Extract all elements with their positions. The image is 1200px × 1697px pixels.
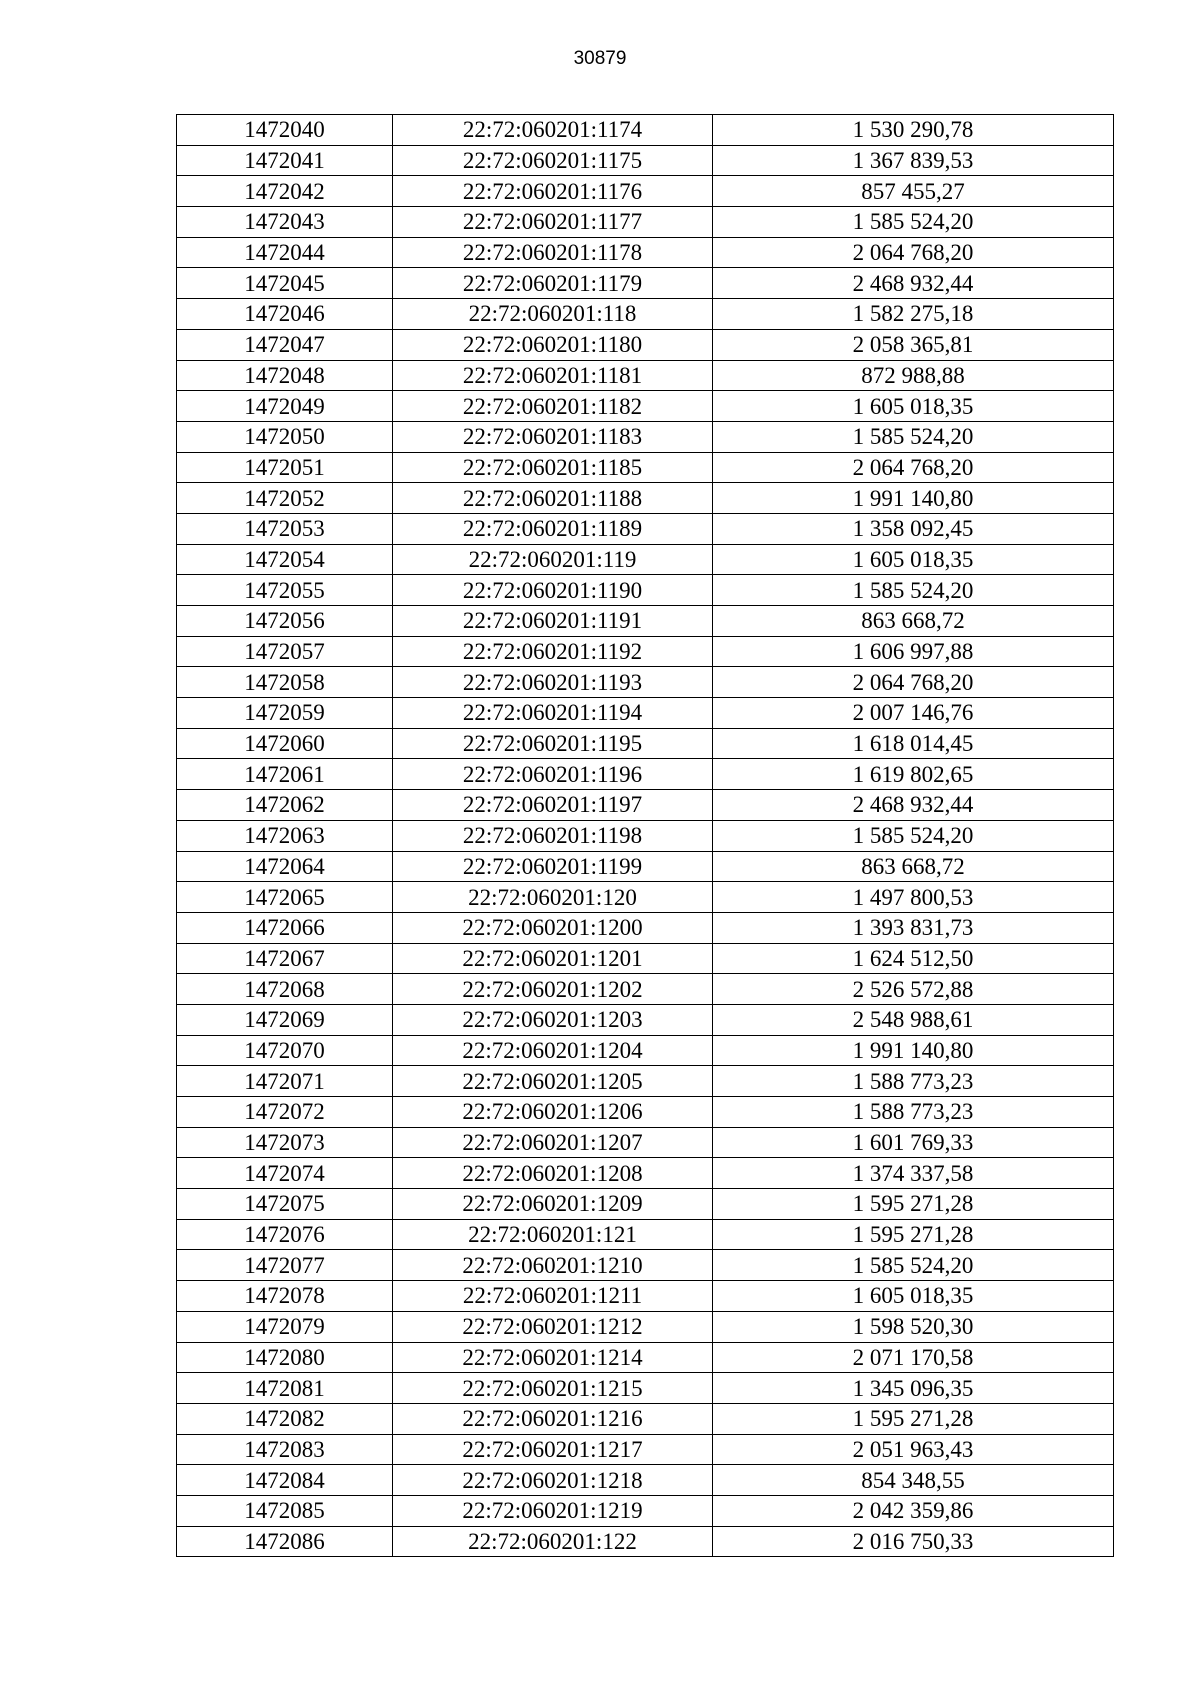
cadastral-value-cell: 2 071 170,58 xyxy=(713,1342,1114,1373)
table-row xyxy=(177,237,1114,268)
cadastral-number-cell: 22:72:060201:1174 xyxy=(393,115,713,146)
row-number-cell: 1472085 xyxy=(177,1495,393,1526)
cadastral-number-cell: 22:72:060201:1190 xyxy=(393,575,713,606)
table-row xyxy=(177,421,1114,452)
table-row xyxy=(177,1219,1114,1250)
table-row xyxy=(177,667,1114,698)
cadastral-number-cell: 22:72:060201:1203 xyxy=(393,1004,713,1035)
row-number-cell: 1472055 xyxy=(177,575,393,606)
row-number-cell: 1472070 xyxy=(177,1035,393,1066)
table-row xyxy=(177,176,1114,207)
row-number-cell: 1472081 xyxy=(177,1373,393,1404)
cadastral-value-cell: 1 618 014,45 xyxy=(713,728,1114,759)
table-row xyxy=(177,759,1114,790)
row-number-cell: 1472074 xyxy=(177,1158,393,1189)
row-number-cell: 1472065 xyxy=(177,882,393,913)
cadastral-number-cell: 22:72:060201:1189 xyxy=(393,513,713,544)
row-number-cell: 1472069 xyxy=(177,1004,393,1035)
cadastral-number-cell: 22:72:060201:1196 xyxy=(393,759,713,790)
row-number-cell: 1472042 xyxy=(177,176,393,207)
cadastral-number-cell: 22:72:060201:120 xyxy=(393,882,713,913)
table-row xyxy=(177,391,1114,422)
cadastral-value-cell: 1 619 802,65 xyxy=(713,759,1114,790)
cadastral-value-cell: 1 345 096,35 xyxy=(713,1373,1114,1404)
cadastral-value-cell: 2 548 988,61 xyxy=(713,1004,1114,1035)
table-row xyxy=(177,606,1114,637)
table-row xyxy=(177,728,1114,759)
cadastral-value-cell: 1 601 769,33 xyxy=(713,1127,1114,1158)
cadastral-value-cell: 1 530 290,78 xyxy=(713,115,1114,146)
row-number-cell: 1472072 xyxy=(177,1097,393,1128)
cadastral-number-cell: 22:72:060201:1193 xyxy=(393,667,713,698)
table-row xyxy=(177,1250,1114,1281)
cadastral-number-cell: 22:72:060201:1206 xyxy=(393,1097,713,1128)
table-row xyxy=(177,1066,1114,1097)
cadastral-number-cell: 22:72:060201:118 xyxy=(393,299,713,330)
cadastral-value-cell: 2 007 146,76 xyxy=(713,698,1114,729)
cadastral-value-cell: 1 585 524,20 xyxy=(713,575,1114,606)
cadastral-value-cell: 1 393 831,73 xyxy=(713,912,1114,943)
table-row xyxy=(177,544,1114,575)
cadastral-number-cell: 22:72:060201:1178 xyxy=(393,237,713,268)
cadastral-value-cell: 1 585 524,20 xyxy=(713,1250,1114,1281)
cadastral-number-cell: 22:72:060201:1215 xyxy=(393,1373,713,1404)
cadastral-value-cell: 1 588 773,23 xyxy=(713,1097,1114,1128)
row-number-cell: 1472057 xyxy=(177,636,393,667)
row-number-cell: 1472073 xyxy=(177,1127,393,1158)
row-number-cell: 1472040 xyxy=(177,115,393,146)
table-row xyxy=(177,1035,1114,1066)
cadastral-value-cell: 1 585 524,20 xyxy=(713,421,1114,452)
row-number-cell: 1472071 xyxy=(177,1066,393,1097)
row-number-cell: 1472079 xyxy=(177,1311,393,1342)
row-number-cell: 1472041 xyxy=(177,145,393,176)
cadastral-value-cell: 857 455,27 xyxy=(713,176,1114,207)
cadastral-number-cell: 22:72:060201:1177 xyxy=(393,207,713,238)
cadastral-number-cell: 22:72:060201:1185 xyxy=(393,452,713,483)
table-body xyxy=(177,115,1114,1557)
table-row xyxy=(177,1281,1114,1312)
cadastral-value-cell: 863 668,72 xyxy=(713,851,1114,882)
row-number-cell: 1472084 xyxy=(177,1465,393,1496)
cadastral-number-cell: 22:72:060201:1211 xyxy=(393,1281,713,1312)
table-row xyxy=(177,299,1114,330)
row-number-cell: 1472083 xyxy=(177,1434,393,1465)
table-row xyxy=(177,483,1114,514)
cadastral-number-cell: 22:72:060201:1198 xyxy=(393,820,713,851)
cadastral-value-cell: 1 991 140,80 xyxy=(713,483,1114,514)
cadastral-number-cell: 22:72:060201:1219 xyxy=(393,1495,713,1526)
cadastral-number-cell: 22:72:060201:1216 xyxy=(393,1403,713,1434)
row-number-cell: 1472047 xyxy=(177,329,393,360)
row-number-cell: 1472062 xyxy=(177,790,393,821)
table-row xyxy=(177,912,1114,943)
table-row xyxy=(177,1311,1114,1342)
row-number-cell: 1472044 xyxy=(177,237,393,268)
row-number-cell: 1472059 xyxy=(177,698,393,729)
table-row xyxy=(177,1403,1114,1434)
cadastral-value-cell: 1 585 524,20 xyxy=(713,207,1114,238)
cadastral-number-cell: 22:72:060201:1175 xyxy=(393,145,713,176)
table-row xyxy=(177,882,1114,913)
table-row xyxy=(177,974,1114,1005)
cadastral-number-cell: 22:72:060201:1202 xyxy=(393,974,713,1005)
cadastral-value-cell: 1 624 512,50 xyxy=(713,943,1114,974)
cadastral-value-cell: 1 497 800,53 xyxy=(713,882,1114,913)
cadastral-number-cell: 22:72:060201:1217 xyxy=(393,1434,713,1465)
cadastral-number-cell: 22:72:060201:1176 xyxy=(393,176,713,207)
table-row xyxy=(177,1189,1114,1220)
cadastral-number-cell: 22:72:060201:1212 xyxy=(393,1311,713,1342)
cadastral-number-cell: 22:72:060201:1195 xyxy=(393,728,713,759)
cadastral-number-cell: 22:72:060201:1191 xyxy=(393,606,713,637)
table-row xyxy=(177,1004,1114,1035)
row-number-cell: 1472078 xyxy=(177,1281,393,1312)
cadastral-value-cell: 1 605 018,35 xyxy=(713,544,1114,575)
row-number-cell: 1472052 xyxy=(177,483,393,514)
cadastral-value-cell: 2 468 932,44 xyxy=(713,268,1114,299)
cadastral-number-cell: 22:72:060201:1199 xyxy=(393,851,713,882)
row-number-cell: 1472049 xyxy=(177,391,393,422)
cadastral-value-cell: 2 016 750,33 xyxy=(713,1526,1114,1557)
table-row xyxy=(177,1127,1114,1158)
cadastral-number-cell: 22:72:060201:1207 xyxy=(393,1127,713,1158)
cadastral-number-cell: 22:72:060201:121 xyxy=(393,1219,713,1250)
cadastral-value-cell: 2 058 365,81 xyxy=(713,329,1114,360)
table-row xyxy=(177,1373,1114,1404)
table-row xyxy=(177,452,1114,483)
cadastral-value-cell: 1 595 271,28 xyxy=(713,1403,1114,1434)
cadastral-number-cell: 22:72:060201:122 xyxy=(393,1526,713,1557)
row-number-cell: 1472082 xyxy=(177,1403,393,1434)
row-number-cell: 1472063 xyxy=(177,820,393,851)
cadastral-value-cell: 1 582 275,18 xyxy=(713,299,1114,330)
cadastral-number-cell: 22:72:060201:1200 xyxy=(393,912,713,943)
table-row xyxy=(177,1526,1114,1557)
cadastral-number-cell: 22:72:060201:119 xyxy=(393,544,713,575)
cadastral-number-cell: 22:72:060201:1188 xyxy=(393,483,713,514)
row-number-cell: 1472066 xyxy=(177,912,393,943)
cadastral-value-cell: 1 588 773,23 xyxy=(713,1066,1114,1097)
cadastral-value-cell: 2 042 359,86 xyxy=(713,1495,1114,1526)
cadastral-value-cell: 1 367 839,53 xyxy=(713,145,1114,176)
page-number: 30879 xyxy=(573,48,627,69)
cadastral-number-cell: 22:72:060201:1192 xyxy=(393,636,713,667)
cadastral-value-cell: 2 051 963,43 xyxy=(713,1434,1114,1465)
cadastral-value-cell: 2 526 572,88 xyxy=(713,974,1114,1005)
row-number-cell: 1472064 xyxy=(177,851,393,882)
cadastral-value-cell: 1 605 018,35 xyxy=(713,391,1114,422)
cadastral-value-cell: 2 064 768,20 xyxy=(713,237,1114,268)
cadastral-value-cell: 1 991 140,80 xyxy=(713,1035,1114,1066)
row-number-cell: 1472067 xyxy=(177,943,393,974)
row-number-cell: 1472045 xyxy=(177,268,393,299)
cadastral-value-cell: 1 585 524,20 xyxy=(713,820,1114,851)
table-row xyxy=(177,820,1114,851)
table-row xyxy=(177,115,1114,146)
cadastral-value-cell: 854 348,55 xyxy=(713,1465,1114,1496)
cadastral-number-cell: 22:72:060201:1182 xyxy=(393,391,713,422)
table-row xyxy=(177,145,1114,176)
row-number-cell: 1472048 xyxy=(177,360,393,391)
cadastral-number-cell: 22:72:060201:1209 xyxy=(393,1189,713,1220)
table-row xyxy=(177,790,1114,821)
cadastral-value-cell: 2 064 768,20 xyxy=(713,667,1114,698)
cadastral-value-cell: 1 595 271,28 xyxy=(713,1219,1114,1250)
row-number-cell: 1472061 xyxy=(177,759,393,790)
row-number-cell: 1472086 xyxy=(177,1526,393,1557)
cadastral-value-table xyxy=(176,114,1114,1557)
row-number-cell: 1472050 xyxy=(177,421,393,452)
cadastral-value-cell: 1 358 092,45 xyxy=(713,513,1114,544)
table-row xyxy=(177,943,1114,974)
table-row xyxy=(177,329,1114,360)
table-row xyxy=(177,698,1114,729)
cadastral-value-cell: 2 064 768,20 xyxy=(713,452,1114,483)
cadastral-number-cell: 22:72:060201:1214 xyxy=(393,1342,713,1373)
table-row xyxy=(177,1342,1114,1373)
row-number-cell: 1472058 xyxy=(177,667,393,698)
row-number-cell: 1472080 xyxy=(177,1342,393,1373)
table-row xyxy=(177,513,1114,544)
table-row xyxy=(177,851,1114,882)
table-row xyxy=(177,575,1114,606)
cadastral-number-cell: 22:72:060201:1180 xyxy=(393,329,713,360)
cadastral-value-cell: 1 605 018,35 xyxy=(713,1281,1114,1312)
cadastral-number-cell: 22:72:060201:1201 xyxy=(393,943,713,974)
table-row xyxy=(177,1465,1114,1496)
row-number-cell: 1472060 xyxy=(177,728,393,759)
table-row xyxy=(177,1495,1114,1526)
cadastral-number-cell: 22:72:060201:1205 xyxy=(393,1066,713,1097)
cadastral-number-cell: 22:72:060201:1197 xyxy=(393,790,713,821)
cadastral-value-cell: 1 374 337,58 xyxy=(713,1158,1114,1189)
cadastral-value-cell: 1 598 520,30 xyxy=(713,1311,1114,1342)
row-number-cell: 1472043 xyxy=(177,207,393,238)
table-row xyxy=(177,1158,1114,1189)
cadastral-number-cell: 22:72:060201:1204 xyxy=(393,1035,713,1066)
cadastral-number-cell: 22:72:060201:1194 xyxy=(393,698,713,729)
cadastral-number-cell: 22:72:060201:1218 xyxy=(393,1465,713,1496)
cadastral-value-cell: 1 606 997,88 xyxy=(713,636,1114,667)
cadastral-value-cell: 2 468 932,44 xyxy=(713,790,1114,821)
cadastral-value-cell: 863 668,72 xyxy=(713,606,1114,637)
cadastral-number-cell: 22:72:060201:1210 xyxy=(393,1250,713,1281)
row-number-cell: 1472051 xyxy=(177,452,393,483)
cadastral-number-cell: 22:72:060201:1179 xyxy=(393,268,713,299)
cadastral-number-cell: 22:72:060201:1183 xyxy=(393,421,713,452)
row-number-cell: 1472068 xyxy=(177,974,393,1005)
cadastral-number-cell: 22:72:060201:1208 xyxy=(393,1158,713,1189)
row-number-cell: 1472046 xyxy=(177,299,393,330)
table-row xyxy=(177,1434,1114,1465)
row-number-cell: 1472077 xyxy=(177,1250,393,1281)
table-row xyxy=(177,360,1114,391)
row-number-cell: 1472056 xyxy=(177,606,393,637)
table-row xyxy=(177,1097,1114,1128)
cadastral-number-cell: 22:72:060201:1181 xyxy=(393,360,713,391)
table-row xyxy=(177,636,1114,667)
table-row xyxy=(177,207,1114,238)
row-number-cell: 1472053 xyxy=(177,513,393,544)
row-number-cell: 1472076 xyxy=(177,1219,393,1250)
cadastral-value-cell: 872 988,88 xyxy=(713,360,1114,391)
row-number-cell: 1472075 xyxy=(177,1189,393,1220)
row-number-cell: 1472054 xyxy=(177,544,393,575)
cadastral-value-cell: 1 595 271,28 xyxy=(713,1189,1114,1220)
table-row xyxy=(177,268,1114,299)
